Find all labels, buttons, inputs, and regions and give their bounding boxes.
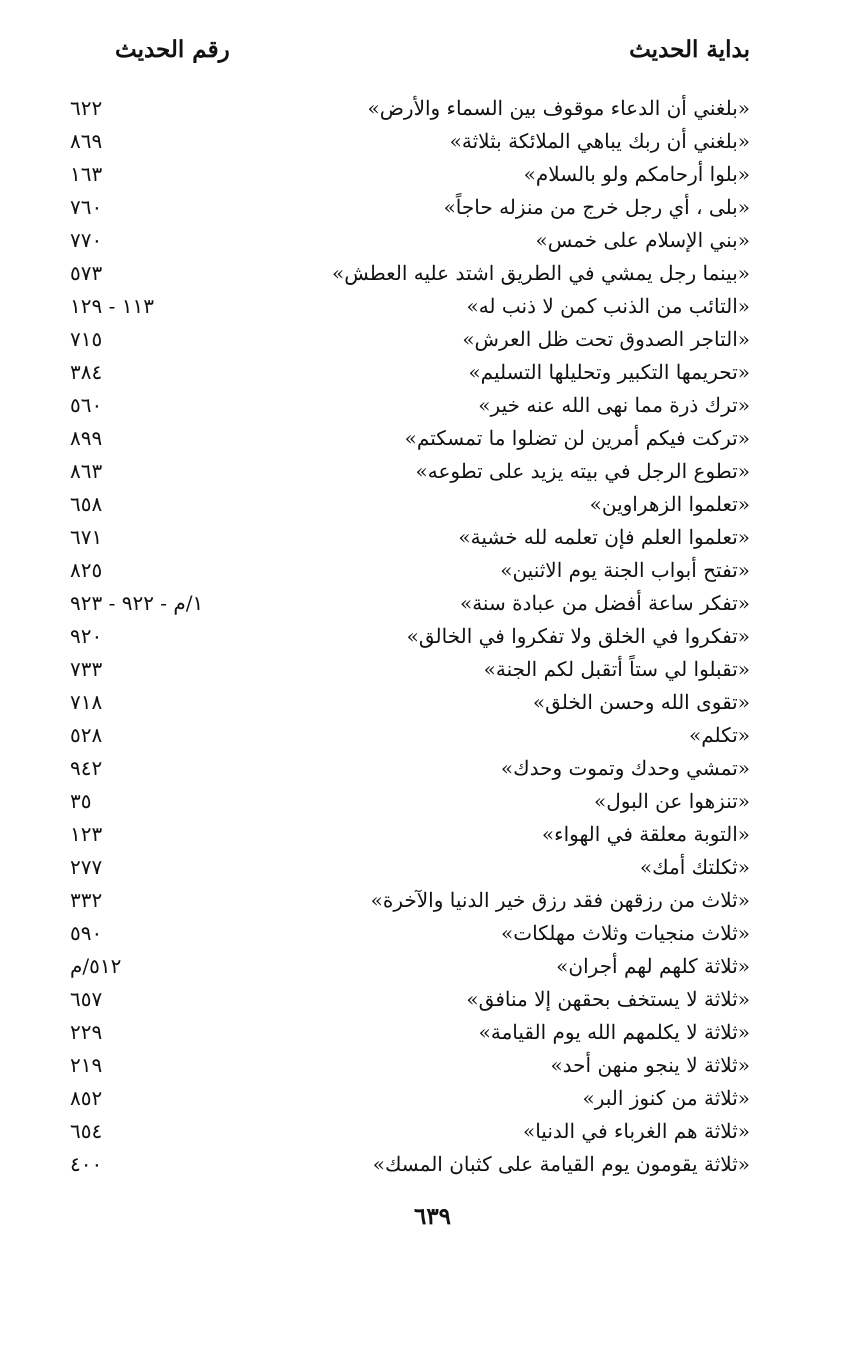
list-item [70, 786, 760, 819]
hadith-opening-text: «تقبلوا لي ستاً أتقبل لكم الجنة» [483, 657, 750, 681]
hadith-opening-text: «ثلاثة لا يستخف بحقهن إلا منافق» [466, 987, 750, 1011]
list-item [70, 687, 760, 720]
hadith-opening-text: «ثلاثة كلهم لهم أجران» [556, 954, 750, 978]
list-item [70, 555, 760, 588]
list-item [70, 258, 760, 291]
table-header [70, 36, 760, 76]
hadith-opening-text: «ثكلتك أمك» [639, 855, 750, 879]
hadith-number: ٧٧٠ [70, 228, 103, 252]
hadith-number: ٦٥٨ [70, 492, 103, 516]
hadith-number: ٨٢٥ [70, 558, 103, 582]
list-item [70, 654, 760, 687]
list-item [70, 621, 760, 654]
hadith-number: ٣٨٤ [70, 360, 103, 384]
list-item [70, 456, 760, 489]
list-item [70, 819, 760, 852]
hadith-number: ٩٤٢ [70, 756, 103, 780]
hadith-number: ٣٣٢ [70, 888, 103, 912]
page-number: ٦٣٩ [413, 1203, 452, 1230]
hadith-opening-text: «ثلاثة لا يكلمهم الله يوم القيامة» [478, 1020, 750, 1044]
list-item [70, 588, 760, 621]
list-item [70, 390, 760, 423]
hadith-number: ٨٦٩ [70, 129, 103, 153]
hadith-number: ٥٩٠ [70, 921, 103, 945]
hadith-opening-text: «تطوع الرجل في بيته يزيد على تطوعه» [415, 459, 750, 483]
list-item [70, 753, 760, 786]
list-item [70, 489, 760, 522]
list-item [70, 1017, 760, 1050]
hadith-opening-text: «تفتح أبواب الجنة يوم الاثنين» [500, 558, 750, 582]
hadith-opening-text: «تفكر ساعة أفضل من عبادة سنة» [459, 591, 750, 615]
hadith-opening-text: «بلغني أن الدعاء موقوف بين السماء والأرض» [367, 96, 750, 120]
hadith-number: ١/م - ٩٢٢ - ٩٢٣ [70, 591, 204, 615]
hadith-number: ٢٧٧ [70, 855, 103, 879]
list-item [70, 1050, 760, 1083]
hadith-number: ٧٦٠ [70, 195, 103, 219]
list-item [70, 522, 760, 555]
hadith-number: ٢٢٩ [70, 1020, 103, 1044]
list-item [70, 1116, 760, 1149]
hadith-opening-text: «التوبة معلقة في الهواء» [541, 822, 750, 846]
hadith-opening-text: «ثلاث منجيات وثلاث مهلكات» [501, 921, 750, 945]
hadith-opening-text: «تحريمها التكبير وتحليلها التسليم» [468, 360, 750, 384]
hadith-opening-text: «تفكروا في الخلق ولا تفكروا في الخالق» [406, 624, 750, 648]
column-header-hadith-start: بداية الحديث [629, 36, 750, 63]
hadith-number: ٦٥٤ [70, 1119, 103, 1143]
hadith-number: ٦٢٢ [70, 96, 103, 120]
hadith-index-list [70, 93, 760, 1182]
hadith-number: ٤٠٠ [70, 1152, 103, 1176]
hadith-number: ١٦٣ [70, 162, 103, 186]
hadith-opening-text: «تقوى الله وحسن الخلق» [532, 690, 750, 714]
hadith-number: ١٢٣ [70, 822, 103, 846]
list-item [70, 192, 760, 225]
hadith-number: ٧١٨ [70, 690, 103, 714]
hadith-number: ٧١٥ [70, 327, 103, 351]
hadith-opening-text: «التائب من الذنب كمن لا ذنب له» [466, 294, 750, 318]
hadith-opening-text: «ثلاثة هم الغرباء في الدنيا» [522, 1119, 750, 1143]
list-item [70, 1083, 760, 1116]
hadith-opening-text: «ثلاث من رزقهن فقد رزق خير الدنيا والآخرة» [370, 888, 750, 912]
list-item [70, 126, 760, 159]
hadith-number: ٩٢٠ [70, 624, 103, 648]
hadith-opening-text: «تمشي وحدك وتموت وحدك» [500, 756, 750, 780]
list-item [70, 93, 760, 126]
hadith-number: ٨٥٢ [70, 1086, 103, 1110]
hadith-number: ٥٢٨ [70, 723, 103, 747]
hadith-number: ١١٣ - ١٢٩ [70, 294, 154, 318]
hadith-opening-text: «تعلموا العلم فإن تعلمه لله خشية» [458, 525, 750, 549]
list-item [70, 984, 760, 1017]
hadith-opening-text: «بينما رجل يمشي في الطريق اشتد عليه العطش» [331, 261, 750, 285]
list-item [70, 918, 760, 951]
hadith-opening-text: «ترك ذرة مما نهى الله عنه خير» [478, 393, 750, 417]
hadith-number: ٣٥ [70, 789, 92, 813]
list-item [70, 1149, 760, 1182]
hadith-opening-text: «بلى ، أي رجل خرج من منزله حاجاً» [443, 195, 750, 219]
list-item [70, 291, 760, 324]
hadith-number: ٨٦٣ [70, 459, 103, 483]
hadith-number: ٦٥٧ [70, 987, 103, 1011]
hadith-number: ٦٧١ [70, 525, 103, 549]
hadith-opening-text: «التاجر الصدوق تحت ظل العرش» [462, 327, 750, 351]
column-header-hadith-number: رقم الحديث [115, 36, 230, 63]
hadith-opening-text: «بلوا أرحامكم ولو بالسلام» [523, 162, 750, 186]
hadith-number: ٥٦٠ [70, 393, 103, 417]
list-item [70, 885, 760, 918]
hadith-opening-text: «ثلاثة يقومون يوم القيامة على كثبان المسك» [372, 1152, 750, 1176]
list-item [70, 852, 760, 885]
hadith-opening-text: «تركت فيكم أمرين لن تضلوا ما تمسكتم» [404, 426, 750, 450]
hadith-number: ٥١٢/م [70, 954, 122, 978]
list-item [70, 720, 760, 753]
hadith-opening-text: «تعلموا الزهراوين» [589, 492, 750, 516]
hadith-opening-text: «ثلاثة لا ينجو منهن أحد» [550, 1053, 750, 1077]
hadith-opening-text: «بلغني أن ربك يباهي الملائكة بثلاثة» [449, 129, 750, 153]
hadith-number: ٧٣٣ [70, 657, 103, 681]
list-item [70, 159, 760, 192]
list-item [70, 225, 760, 258]
list-item [70, 357, 760, 390]
hadith-opening-text: «تكلم» [688, 723, 750, 747]
hadith-opening-text: «تنزهوا عن البول» [594, 789, 750, 813]
hadith-opening-text: «بني الإسلام على خمس» [535, 228, 750, 252]
hadith-number: ٨٩٩ [70, 426, 103, 450]
hadith-number: ٢١٩ [70, 1053, 103, 1077]
hadith-number: ٥٧٣ [70, 261, 103, 285]
list-item [70, 423, 760, 456]
hadith-opening-text: «ثلاثة من كنوز البر» [582, 1086, 750, 1110]
list-item [70, 951, 760, 984]
list-item [70, 324, 760, 357]
